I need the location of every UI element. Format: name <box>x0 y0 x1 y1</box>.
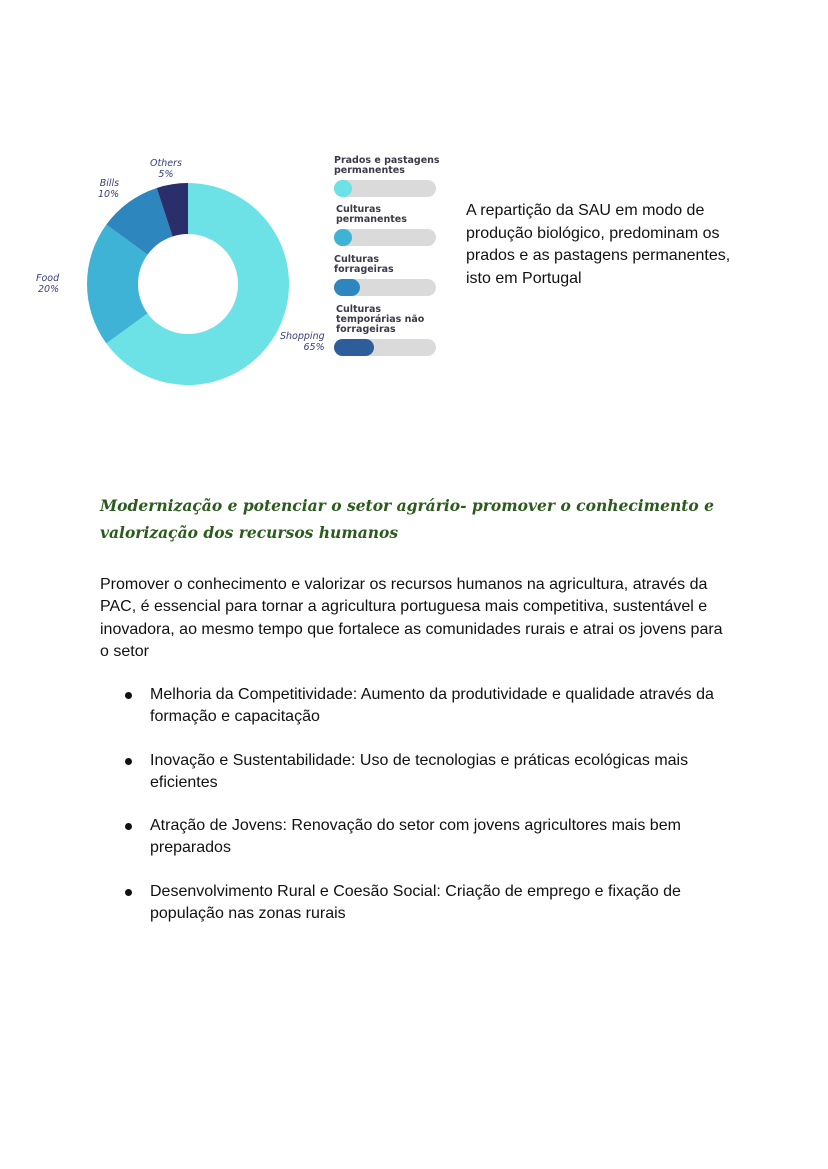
chart-caption: A repartição da SAU em modo de produção biológico, predominam os prados e as pastagens permanentes, isto em Portugal <box>466 202 731 287</box>
slice-label-others <box>150 158 182 180</box>
bullet-text: Desenvolvimento Rural e Coesão Social: Criação de emprego e fixação de população nas zonas rurais <box>150 882 681 923</box>
bullet-item <box>100 881 740 926</box>
bullet-dot-icon <box>125 823 132 830</box>
bullet-text: Melhoria da Competitividade: Aumento da produtividade e qualidade através da formação e capacitação <box>150 686 714 726</box>
slice-value: 10% <box>98 189 120 200</box>
legend-bar <box>334 279 436 296</box>
bullet-item <box>100 750 740 795</box>
slice-category: Shopping <box>280 331 325 342</box>
legend-bar-fill <box>334 279 360 296</box>
legend-item <box>334 205 442 246</box>
legend-label: Culturas permanentes <box>336 204 407 225</box>
donut-chart <box>36 150 340 395</box>
intro-paragraph: Promover o conhecimento e valorizar os recursos humanos na agricultura, através da PAC, é essencial para tornar a agricultura portuguesa mais competitiva, sustentável e inovadora, ao mesmo tempo que fortalece as comunidades rurais e atrai os jovens para o setor <box>100 576 723 660</box>
bullet-dot-icon <box>125 889 132 896</box>
slice-value: 5% <box>158 169 174 180</box>
legend-item <box>334 255 442 296</box>
section-heading: Modernização e potenciar o setor agrário- promover o conhecimento e valorização dos recursos humanos <box>100 496 714 542</box>
slice-label-shopping <box>280 331 325 353</box>
legend-bar-fill <box>334 180 352 197</box>
legend-label: Prados e pastagens permanentes <box>334 155 440 176</box>
legend-bar-fill <box>334 339 374 356</box>
slice-category: Food <box>36 273 60 284</box>
bullet-dot-icon <box>125 758 132 765</box>
legend-item <box>334 305 442 356</box>
slice-category: Others <box>150 158 182 169</box>
legend-bar <box>334 229 436 246</box>
legend-label: Culturas temporárias não forrageiras <box>336 304 425 335</box>
bullet-list <box>100 684 740 946</box>
slice-label-food <box>36 273 59 295</box>
donut-chart-svg <box>50 150 340 395</box>
legend-bar <box>334 339 436 356</box>
bullet-item <box>100 684 740 729</box>
chart-legend <box>334 156 442 356</box>
legend-item <box>334 156 442 197</box>
bullet-item <box>100 815 740 860</box>
slice-value: 20% <box>38 284 60 295</box>
bullet-text: Inovação e Sustentabilidade: Uso de tecnologias e práticas ecológicas mais eficientes <box>150 751 689 791</box>
legend-label: Culturas forrageiras <box>334 254 394 275</box>
legend-bar-fill <box>334 229 352 246</box>
bullet-dot-icon <box>125 692 132 699</box>
legend-bar <box>334 180 436 197</box>
slice-value: 65% <box>303 342 325 353</box>
slice-category: Bills <box>99 178 120 189</box>
bullet-text: Atração de Jovens: Renovação do setor com jovens agricultores mais bem preparados <box>150 817 681 857</box>
slice-label-bills <box>98 178 119 200</box>
